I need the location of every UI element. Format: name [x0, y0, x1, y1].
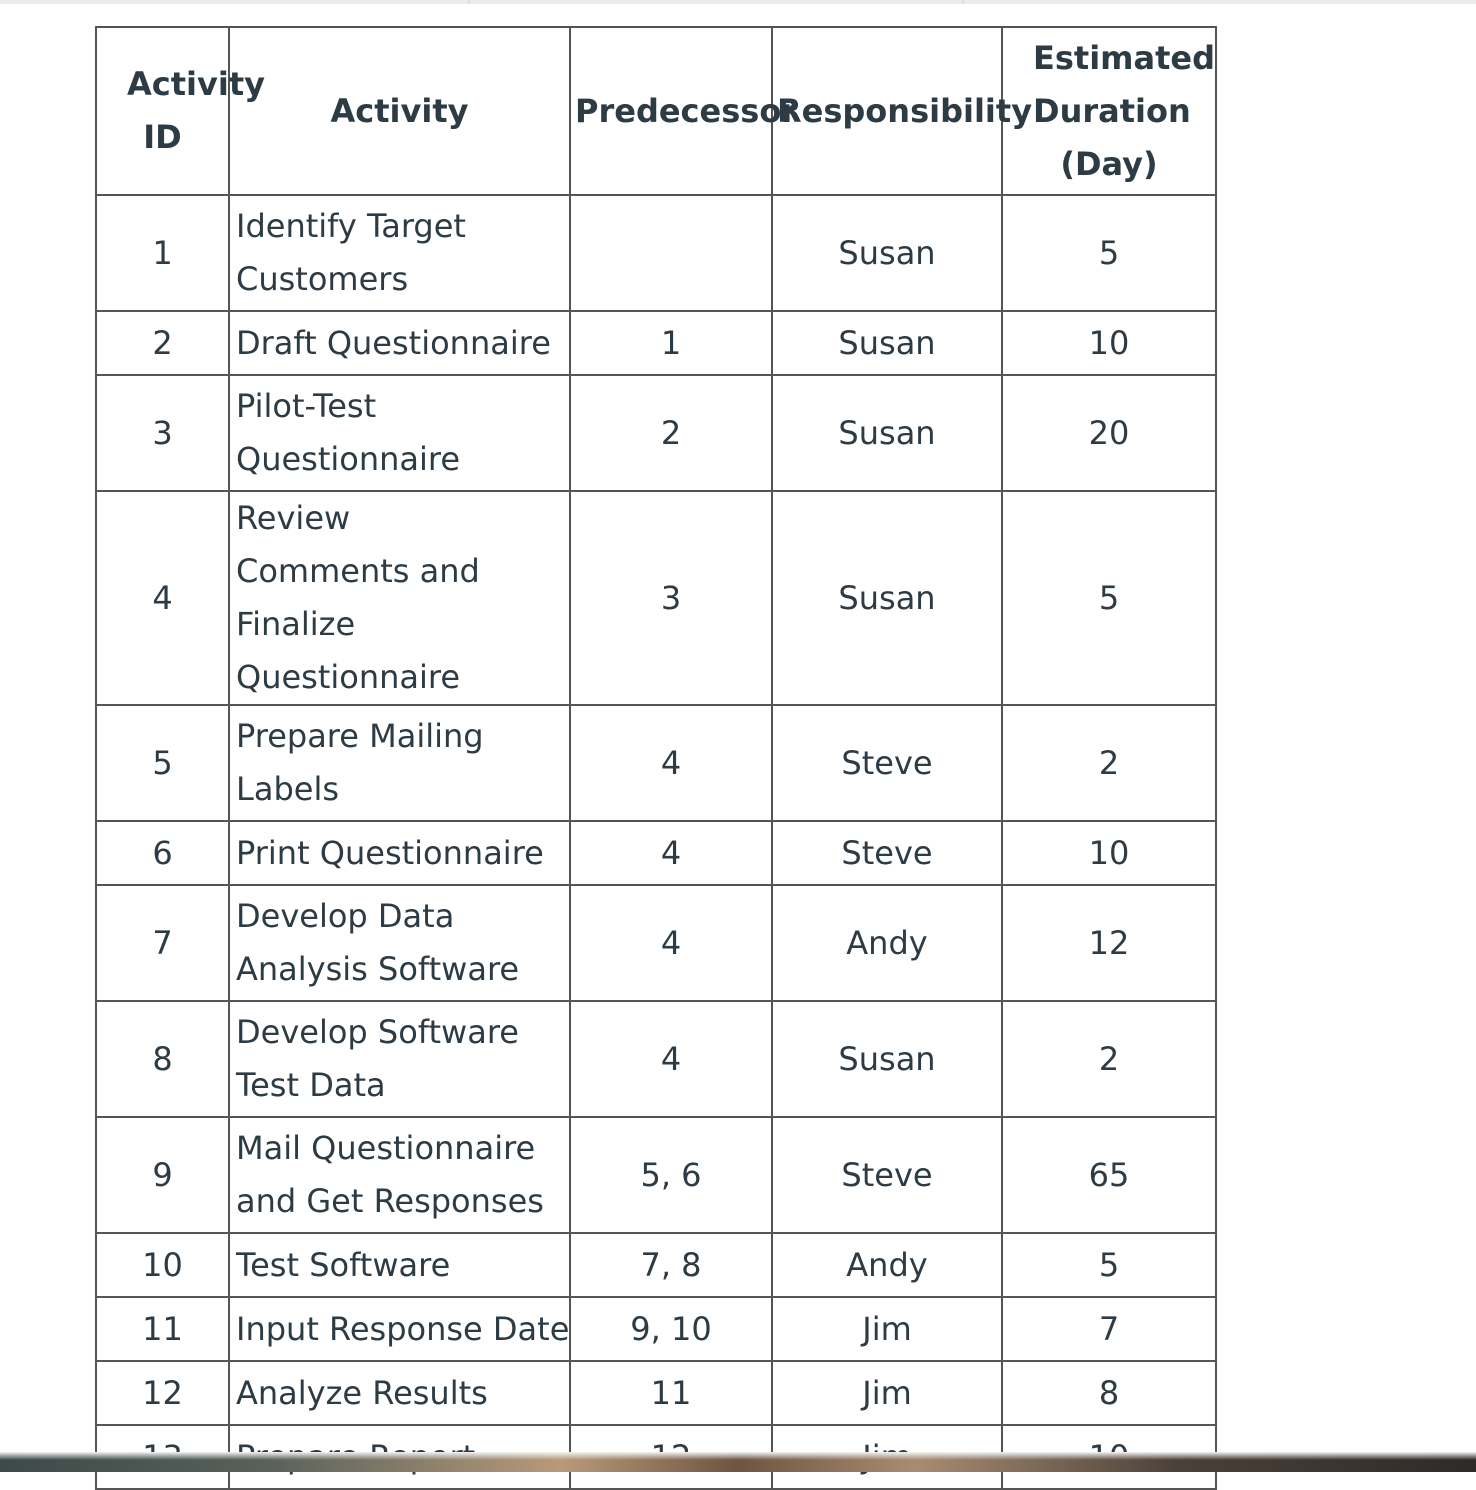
table-row — [96, 1361, 1216, 1425]
cell-activity: Identify Target Customers — [229, 195, 570, 311]
cell-predecessor: 2 — [570, 375, 772, 491]
cell-predecessor: 4 — [570, 705, 772, 821]
cell-id: 8 — [96, 1001, 229, 1117]
cell-activity: Analyze Results — [229, 1361, 570, 1425]
cell-id: 7 — [96, 885, 229, 1001]
cell-id: 12 — [96, 1361, 229, 1425]
cell-activity: Test Software — [229, 1233, 570, 1297]
cell-duration: 65 — [1002, 1117, 1216, 1233]
header-estimated-duration: Estimated Duration (Day) — [1002, 27, 1216, 195]
cell-predecessor: 1 — [570, 311, 772, 375]
header-activity-id: Activity ID — [96, 27, 229, 195]
cell-responsibility: Andy — [772, 885, 1002, 1001]
cell-responsibility: Steve — [772, 821, 1002, 885]
cell-predecessor: 3 — [570, 491, 772, 705]
cell-predecessor: 11 — [570, 1361, 772, 1425]
cell-responsibility: Susan — [772, 195, 1002, 311]
cell-predecessor: 9, 10 — [570, 1297, 772, 1361]
cell-duration: 10 — [1002, 821, 1216, 885]
cell-predecessor: 4 — [570, 821, 772, 885]
cell-duration: 2 — [1002, 705, 1216, 821]
cell-responsibility: Susan — [772, 1001, 1002, 1117]
table-row — [96, 1117, 1216, 1233]
cell-id: 6 — [96, 821, 229, 885]
cell-responsibility: Andy — [772, 1233, 1002, 1297]
column-divider — [962, 0, 964, 4]
cell-duration: 2 — [1002, 1001, 1216, 1117]
table-row — [96, 1001, 1216, 1117]
bottom-background-strip — [0, 1452, 1476, 1472]
cell-responsibility: Steve — [772, 1117, 1002, 1233]
cell-activity: Input Response Date — [229, 1297, 570, 1361]
cell-responsibility: Jim — [772, 1361, 1002, 1425]
cell-duration: 5 — [1002, 491, 1216, 705]
cell-duration: 10 — [1002, 311, 1216, 375]
cell-activity: Mail Questionnaire and Get Responses — [229, 1117, 570, 1233]
cell-predecessor — [570, 195, 772, 311]
cell-duration: 5 — [1002, 1233, 1216, 1297]
cell-predecessor: 4 — [570, 885, 772, 1001]
cell-id: 10 — [96, 1233, 229, 1297]
table-header-row — [96, 27, 1216, 195]
header-responsibility: Responsibility — [772, 27, 1002, 195]
cell-activity: Draft Questionnaire — [229, 311, 570, 375]
table-row — [96, 705, 1216, 821]
cell-responsibility: Susan — [772, 311, 1002, 375]
cell-activity: Prepare Mailing Labels — [229, 705, 570, 821]
cell-activity: Review Comments and Finalize Questionnaire — [229, 491, 570, 705]
activity-table — [95, 26, 1217, 1490]
cell-id: 2 — [96, 311, 229, 375]
cell-activity: Print Questionnaire — [229, 821, 570, 885]
table-row — [96, 195, 1216, 311]
header-predecessor: Predecessor — [570, 27, 772, 195]
table-row — [96, 491, 1216, 705]
header-activity: Activity — [229, 27, 570, 195]
cell-id: 5 — [96, 705, 229, 821]
cell-activity: Pilot-Test Questionnaire — [229, 375, 570, 491]
table-row — [96, 1233, 1216, 1297]
cell-id: 9 — [96, 1117, 229, 1233]
cell-id: 1 — [96, 195, 229, 311]
cell-responsibility: Steve — [772, 705, 1002, 821]
cell-duration: 7 — [1002, 1297, 1216, 1361]
top-edge-strip — [0, 0, 1476, 4]
table-row — [96, 311, 1216, 375]
cell-responsibility: Susan — [772, 491, 1002, 705]
cell-activity: Develop Data Analysis Software — [229, 885, 570, 1001]
cell-responsibility: Jim — [772, 1297, 1002, 1361]
table-row — [96, 821, 1216, 885]
table-row — [96, 1297, 1216, 1361]
cell-duration: 20 — [1002, 375, 1216, 491]
cell-duration: 12 — [1002, 885, 1216, 1001]
cell-duration: 8 — [1002, 1361, 1216, 1425]
cell-duration: 5 — [1002, 195, 1216, 311]
table-row — [96, 375, 1216, 491]
cell-predecessor: 7, 8 — [570, 1233, 772, 1297]
cell-activity: Develop Software Test Data — [229, 1001, 570, 1117]
cell-predecessor: 5, 6 — [570, 1117, 772, 1233]
cell-id: 4 — [96, 491, 229, 705]
cell-id: 3 — [96, 375, 229, 491]
table-row — [96, 885, 1216, 1001]
cell-predecessor: 4 — [570, 1001, 772, 1117]
column-divider — [468, 0, 470, 4]
cell-responsibility: Susan — [772, 375, 1002, 491]
cell-id: 11 — [96, 1297, 229, 1361]
